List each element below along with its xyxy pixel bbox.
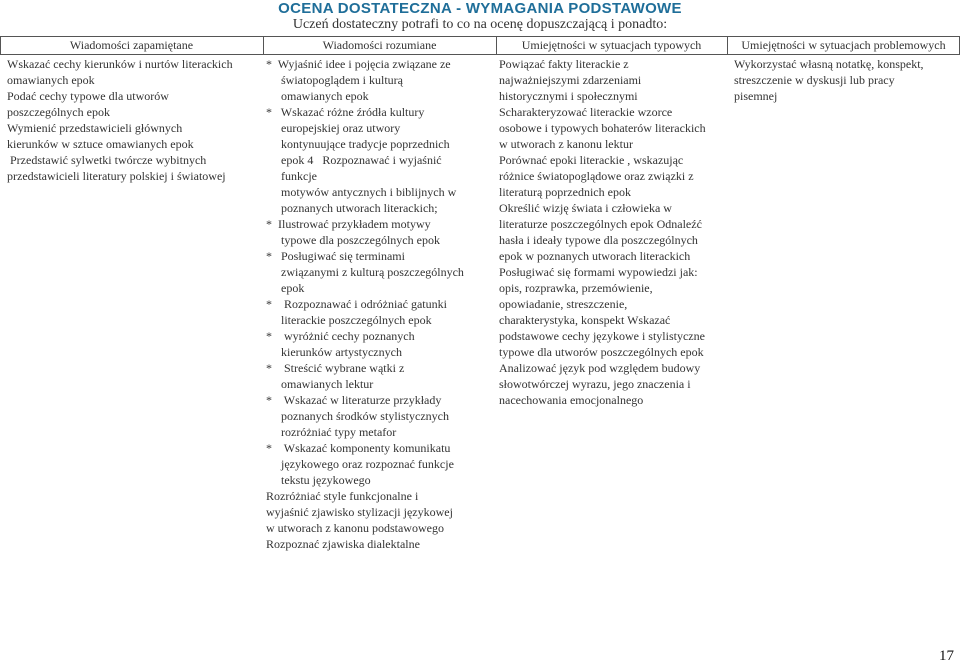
list-item: * Wskazać komponenty komunikatu — [266, 441, 451, 455]
list-item: * wyróżnić cechy poznanych — [266, 329, 415, 343]
list-item: opowiadanie, streszczenie, — [499, 297, 628, 311]
list-item: Rozróżniać style funkcjonalne i — [266, 489, 419, 503]
list-item: streszczenie w dyskusji lub pracy — [734, 73, 895, 87]
list-item: poszczególnych epok — [7, 105, 110, 119]
list-item: typowe dla utworów poszczególnych epok — [499, 345, 704, 359]
list-item: europejskiej oraz utwory — [266, 121, 401, 135]
column-typical-skills — [499, 56, 725, 408]
page-subtitle: Uczeń dostateczny potrafi to co na ocenę dopuszczającą i ponadto: — [292, 17, 668, 32]
header-top-rule — [0, 36, 960, 37]
page-title: OCENA DOSTATECZNA - WYMAGANIA PODSTAWOWE — [278, 0, 682, 17]
list-item: hasła i ideały typowe dla poszczególnych — [499, 233, 698, 247]
list-item: w utworach z kanonu lektur — [499, 137, 633, 151]
page-number: 17 — [939, 648, 954, 664]
list-item: podstawowe cechy językowe i stylistyczne — [499, 329, 705, 343]
list-item: Analizować język pod względem budowy — [499, 361, 701, 375]
list-item: opis, rozprawka, przemówienie, — [499, 281, 653, 295]
column-remembered — [7, 56, 262, 184]
list-item: * Rozpoznawać i odróżniać gatunki — [266, 297, 447, 311]
list-item: tekstu językowego — [266, 473, 371, 487]
list-item: * Wskazać różne źródła kultury — [266, 105, 425, 119]
list-item: typowe dla poszczególnych epok — [266, 233, 440, 247]
list-item: funkcje — [266, 169, 317, 183]
list-item: omawianych epok — [266, 89, 369, 103]
list-item: poznanych środków stylistycznych — [266, 409, 449, 423]
list-item: nacechowania emocjonalnego — [499, 393, 644, 407]
list-item: w utworach z kanonu podstawowego — [266, 521, 444, 535]
list-item: * Ilustrować przykładem motywy — [266, 217, 431, 231]
list-item: wyjaśnić zjawisko stylizacji językowej — [266, 505, 453, 519]
list-item: Rozpoznać zjawiska dialektalne — [266, 537, 420, 551]
list-item: rozróżniać typy metafor — [266, 425, 397, 439]
list-item: pisemnej — [734, 89, 778, 103]
list-item: poznanych utworach literackich; — [266, 201, 438, 215]
list-item: literackie poszczególnych epok — [266, 313, 432, 327]
list-item: Posługiwać się formami wypowiedzi jak: — [499, 265, 698, 279]
list-item: różnice światopoglądowe oraz związki z — [499, 169, 694, 183]
list-item: epok — [266, 281, 305, 295]
list-item: Wskazać cechy kierunków i nurtów literackich — [7, 57, 233, 71]
list-item: omawianych lektur — [266, 377, 374, 391]
list-item: motywów antycznych i biblijnych w — [266, 185, 457, 199]
header-bottom-rule — [0, 54, 960, 55]
list-item: literaturze poszczególnych epok Odnaleźć — [499, 217, 702, 231]
list-item: światopoglądem i kulturą — [266, 73, 403, 87]
column-header-understood: Wiadomości rozumiane — [322, 38, 437, 52]
list-item: charakterystyka, konspekt Wskazać — [499, 313, 671, 327]
list-item: Przedstawić sylwetki twórcze wybitnych — [7, 153, 207, 167]
column-header-remembered: Wiadomości zapamiętane — [69, 38, 194, 52]
list-item: * Streścić wybrane wątki z — [266, 361, 405, 375]
list-item: * Wyjaśnić idee i pojęcia związane ze — [266, 57, 451, 71]
list-item: Wymienić przedstawicieli głównych — [7, 121, 183, 135]
list-item: Scharakteryzować literackie wzorce — [499, 105, 673, 119]
list-item: słowotwórczej wyrazu, jego znaczenia i — [499, 377, 691, 391]
list-item: kierunków artystycznych — [266, 345, 402, 359]
list-item: najważniejszymi zdarzeniami — [499, 73, 642, 87]
list-item: epok w poznanych utworach literackich — [499, 249, 691, 263]
list-item: Określić wizję świata i człowieka w — [499, 201, 672, 215]
list-item: Porównać epoki literackie , wskazując — [499, 153, 684, 167]
list-item: * Wskazać w literaturze przykłady — [266, 393, 442, 407]
list-item: kontynuujące tradycje poprzednich — [266, 137, 450, 151]
list-item: epok 4 Rozpoznawać i wyjaśnić — [266, 153, 442, 167]
list-item: literaturą poprzednich epok — [499, 185, 631, 199]
list-item: językowego oraz rozpoznać funkcje — [266, 457, 454, 471]
column-understood — [266, 56, 494, 552]
list-item: osobowe i typowych bohaterów literackich — [499, 121, 706, 135]
list-item: * Posługiwać się terminami — [266, 249, 405, 263]
column-header-problem-skills: Umiejętności w sytuacjach problemowych — [741, 38, 946, 52]
list-item: Powiązać fakty literackie z — [499, 57, 629, 71]
list-item: Wykorzystać własną notatkę, konspekt, — [734, 57, 924, 71]
list-item: związanymi z kulturą poszczególnych — [266, 265, 464, 279]
list-item: historycznymi i społecznymi — [499, 89, 638, 103]
list-item: omawianych epok — [7, 73, 95, 87]
list-item: przedstawicieli literatury polskiej i światowej — [7, 169, 226, 183]
column-problem-skills — [734, 56, 958, 104]
column-header-typical-skills: Umiejętności w sytuacjach typowych — [521, 38, 702, 52]
list-item: kierunków w sztuce omawianych epok — [7, 137, 194, 151]
list-item: Podać cechy typowe dla utworów — [7, 89, 169, 103]
